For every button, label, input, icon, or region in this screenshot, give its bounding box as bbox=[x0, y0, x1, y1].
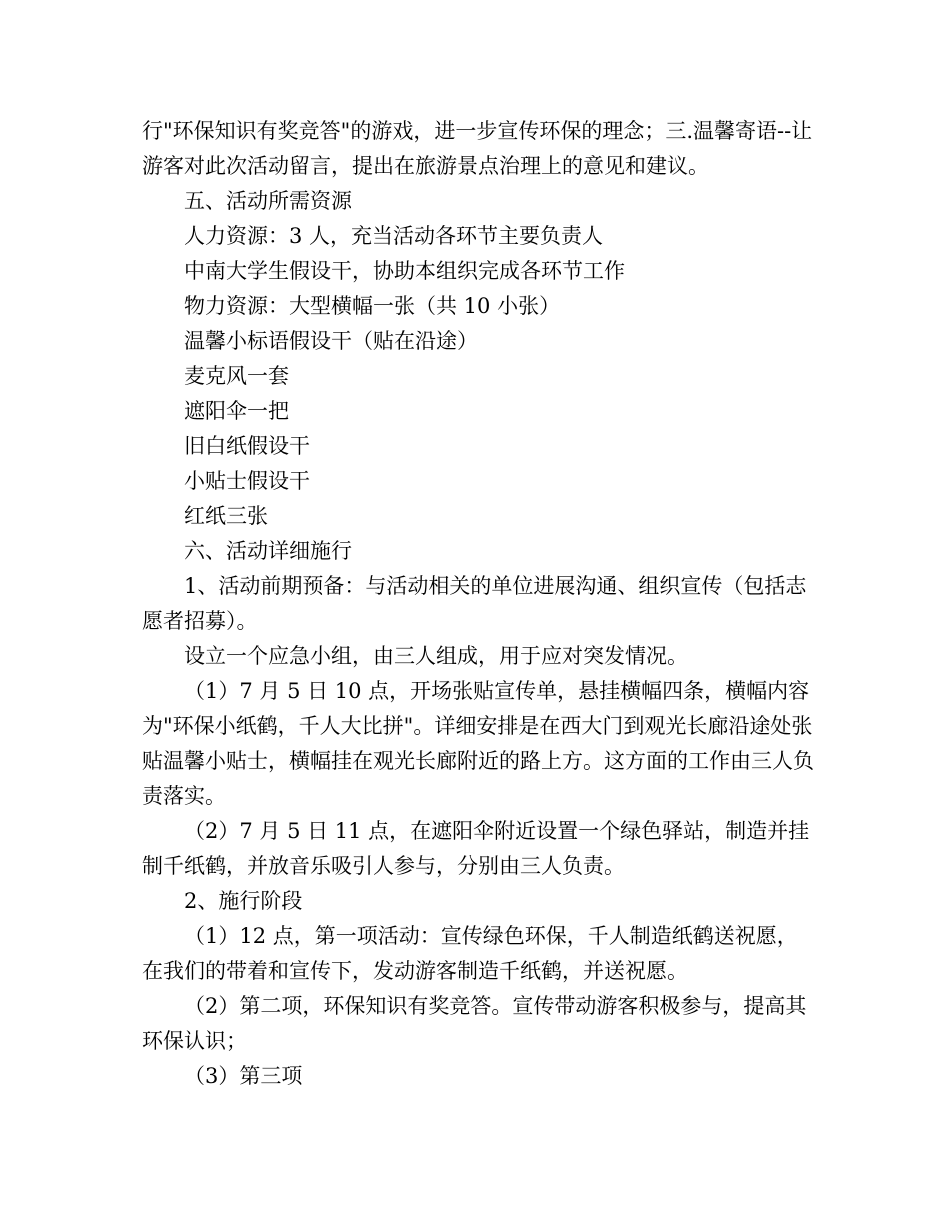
paragraph: （3）第三项 bbox=[184, 1064, 303, 1088]
paragraph: （1）7 月 5 日 10 点，开场张贴宣传单，悬挂横幅四条，横幅内容为"环保小纸鹤，千人大比拼"。详细安排是在西大门到观光长廊沿途处张贴温馨小贴士，横幅挂在观光长廊附近的路上方。这方面的工作由三人负责落实。 bbox=[142, 679, 814, 808]
paragraph: 设立一个应急小组，由三人组成，用于应对突发情况。 bbox=[184, 644, 688, 668]
paragraph: （1）12 点，第一项活动：宣传绿色环保，千人制造纸鹤送祝愿，在我们的带着和宣传下，发动游客制造千纸鹤，并送祝愿。 bbox=[142, 924, 798, 983]
list-item: 小贴士假设干 bbox=[184, 469, 310, 493]
paragraph: （2）7 月 5 日 11 点，在遮阳伞附近设置一个绿色驿站，制造并挂制千纸鹤，并放音乐吸引人参与，分别由三人负责。 bbox=[142, 819, 810, 878]
list-item: 红纸三张 bbox=[184, 504, 268, 528]
paragraph: （2）第二项，环保知识有奖竞答。宣传带动游客积极参与，提高其环保认识； bbox=[142, 994, 807, 1053]
paragraph: 1、活动前期预备：与活动相关的单位进展沟通、组织宣传（包括志愿者招募）。 bbox=[142, 574, 807, 633]
paragraph-continuation: 行"环保知识有奖竞答"的游戏，进一步宣传环保的理念；三.温馨寄语--让游客对此次活动留言，提出在旅游景点治理上的意见和建议。 bbox=[142, 119, 813, 178]
list-item: 旧白纸假设干 bbox=[184, 434, 310, 458]
list-item: 麦克风一套 bbox=[184, 364, 289, 388]
document-body bbox=[142, 114, 814, 1094]
list-item: 中南大学生假设干，协助本组织完成各环节工作 bbox=[184, 259, 625, 283]
list-item: 人力资源：3 人，充当活动各环节主要负责人 bbox=[184, 224, 604, 248]
section-heading-implementation: 六、活动详细施行 bbox=[184, 539, 352, 563]
list-item: 物力资源：大型横幅一张（共 10 小张） bbox=[184, 294, 561, 318]
subsection-heading: 2、施行阶段 bbox=[184, 889, 303, 913]
list-item: 遮阳伞一把 bbox=[184, 399, 289, 423]
section-heading-resources: 五、活动所需资源 bbox=[184, 189, 352, 213]
list-item: 温馨小标语假设干（贴在沿途） bbox=[184, 329, 478, 353]
